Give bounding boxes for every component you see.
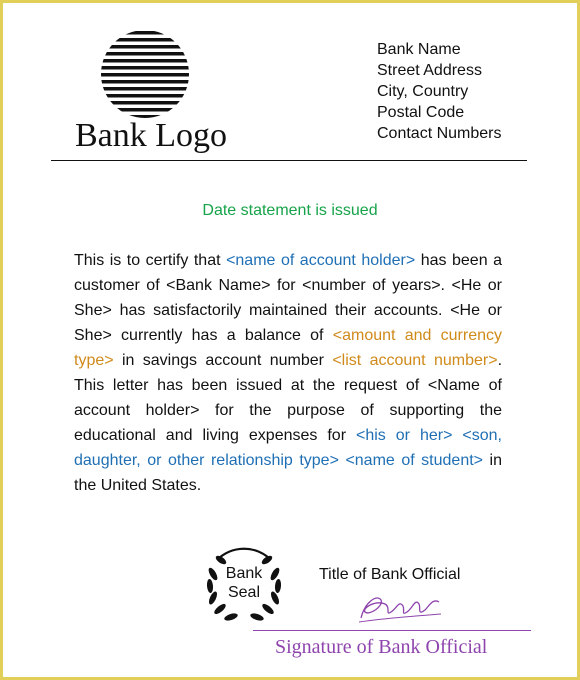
seal-line-2: Seal bbox=[227, 584, 261, 601]
handwritten-signature-icon bbox=[355, 588, 445, 626]
logo-text: Bank Logo bbox=[75, 117, 228, 154]
statement-date: Date statement is issued bbox=[202, 202, 378, 219]
official-title: Title of Bank Official bbox=[319, 566, 461, 583]
placeholder-student: <name of student> bbox=[345, 452, 484, 469]
address-line-bank-name: Bank Name bbox=[377, 41, 461, 58]
body-text-1: This is to certify that bbox=[74, 252, 227, 269]
bank-address bbox=[377, 39, 502, 144]
placeholder-account-number: <list account number> bbox=[332, 352, 498, 369]
seal-line-1: Bank bbox=[225, 565, 263, 582]
placeholder-account-holder: <name of account holder> bbox=[226, 252, 416, 269]
address-line-street: Street Address bbox=[377, 62, 482, 79]
placeholder-his-her: <his or her> bbox=[356, 427, 453, 444]
placeholder-amount: <amount and currency type> bbox=[74, 327, 503, 369]
body-text-4: . This letter has been issued at the request of <Name of account holder> for the purpose of supporting the educational and living expenses for bbox=[74, 352, 503, 444]
address-line-city: City, Country bbox=[377, 83, 469, 100]
letter-body bbox=[74, 248, 502, 498]
body-text-2: has been a customer of <Bank Name> for <number of years>. <He or She> has satisfactorily maintained their accounts. <He or She> currently has a balance of bbox=[74, 252, 503, 344]
address-line-postal: Postal Code bbox=[377, 104, 465, 121]
signature-label: Signature of Bank Official bbox=[275, 636, 488, 658]
striped-globe-icon bbox=[97, 29, 193, 119]
body-text-7: in the United States. bbox=[74, 452, 502, 494]
body-text-5 bbox=[452, 427, 462, 444]
bank-logo bbox=[75, 29, 228, 159]
seal-text bbox=[199, 564, 289, 602]
body-text-3: in savings account number bbox=[113, 352, 333, 369]
header-divider bbox=[51, 160, 527, 161]
signature-line bbox=[253, 630, 531, 631]
placeholder-relationship: <son, daughter, or other relationship type> bbox=[74, 427, 502, 469]
bank-seal bbox=[199, 538, 289, 628]
address-line-contact: Contact Numbers bbox=[377, 125, 502, 142]
